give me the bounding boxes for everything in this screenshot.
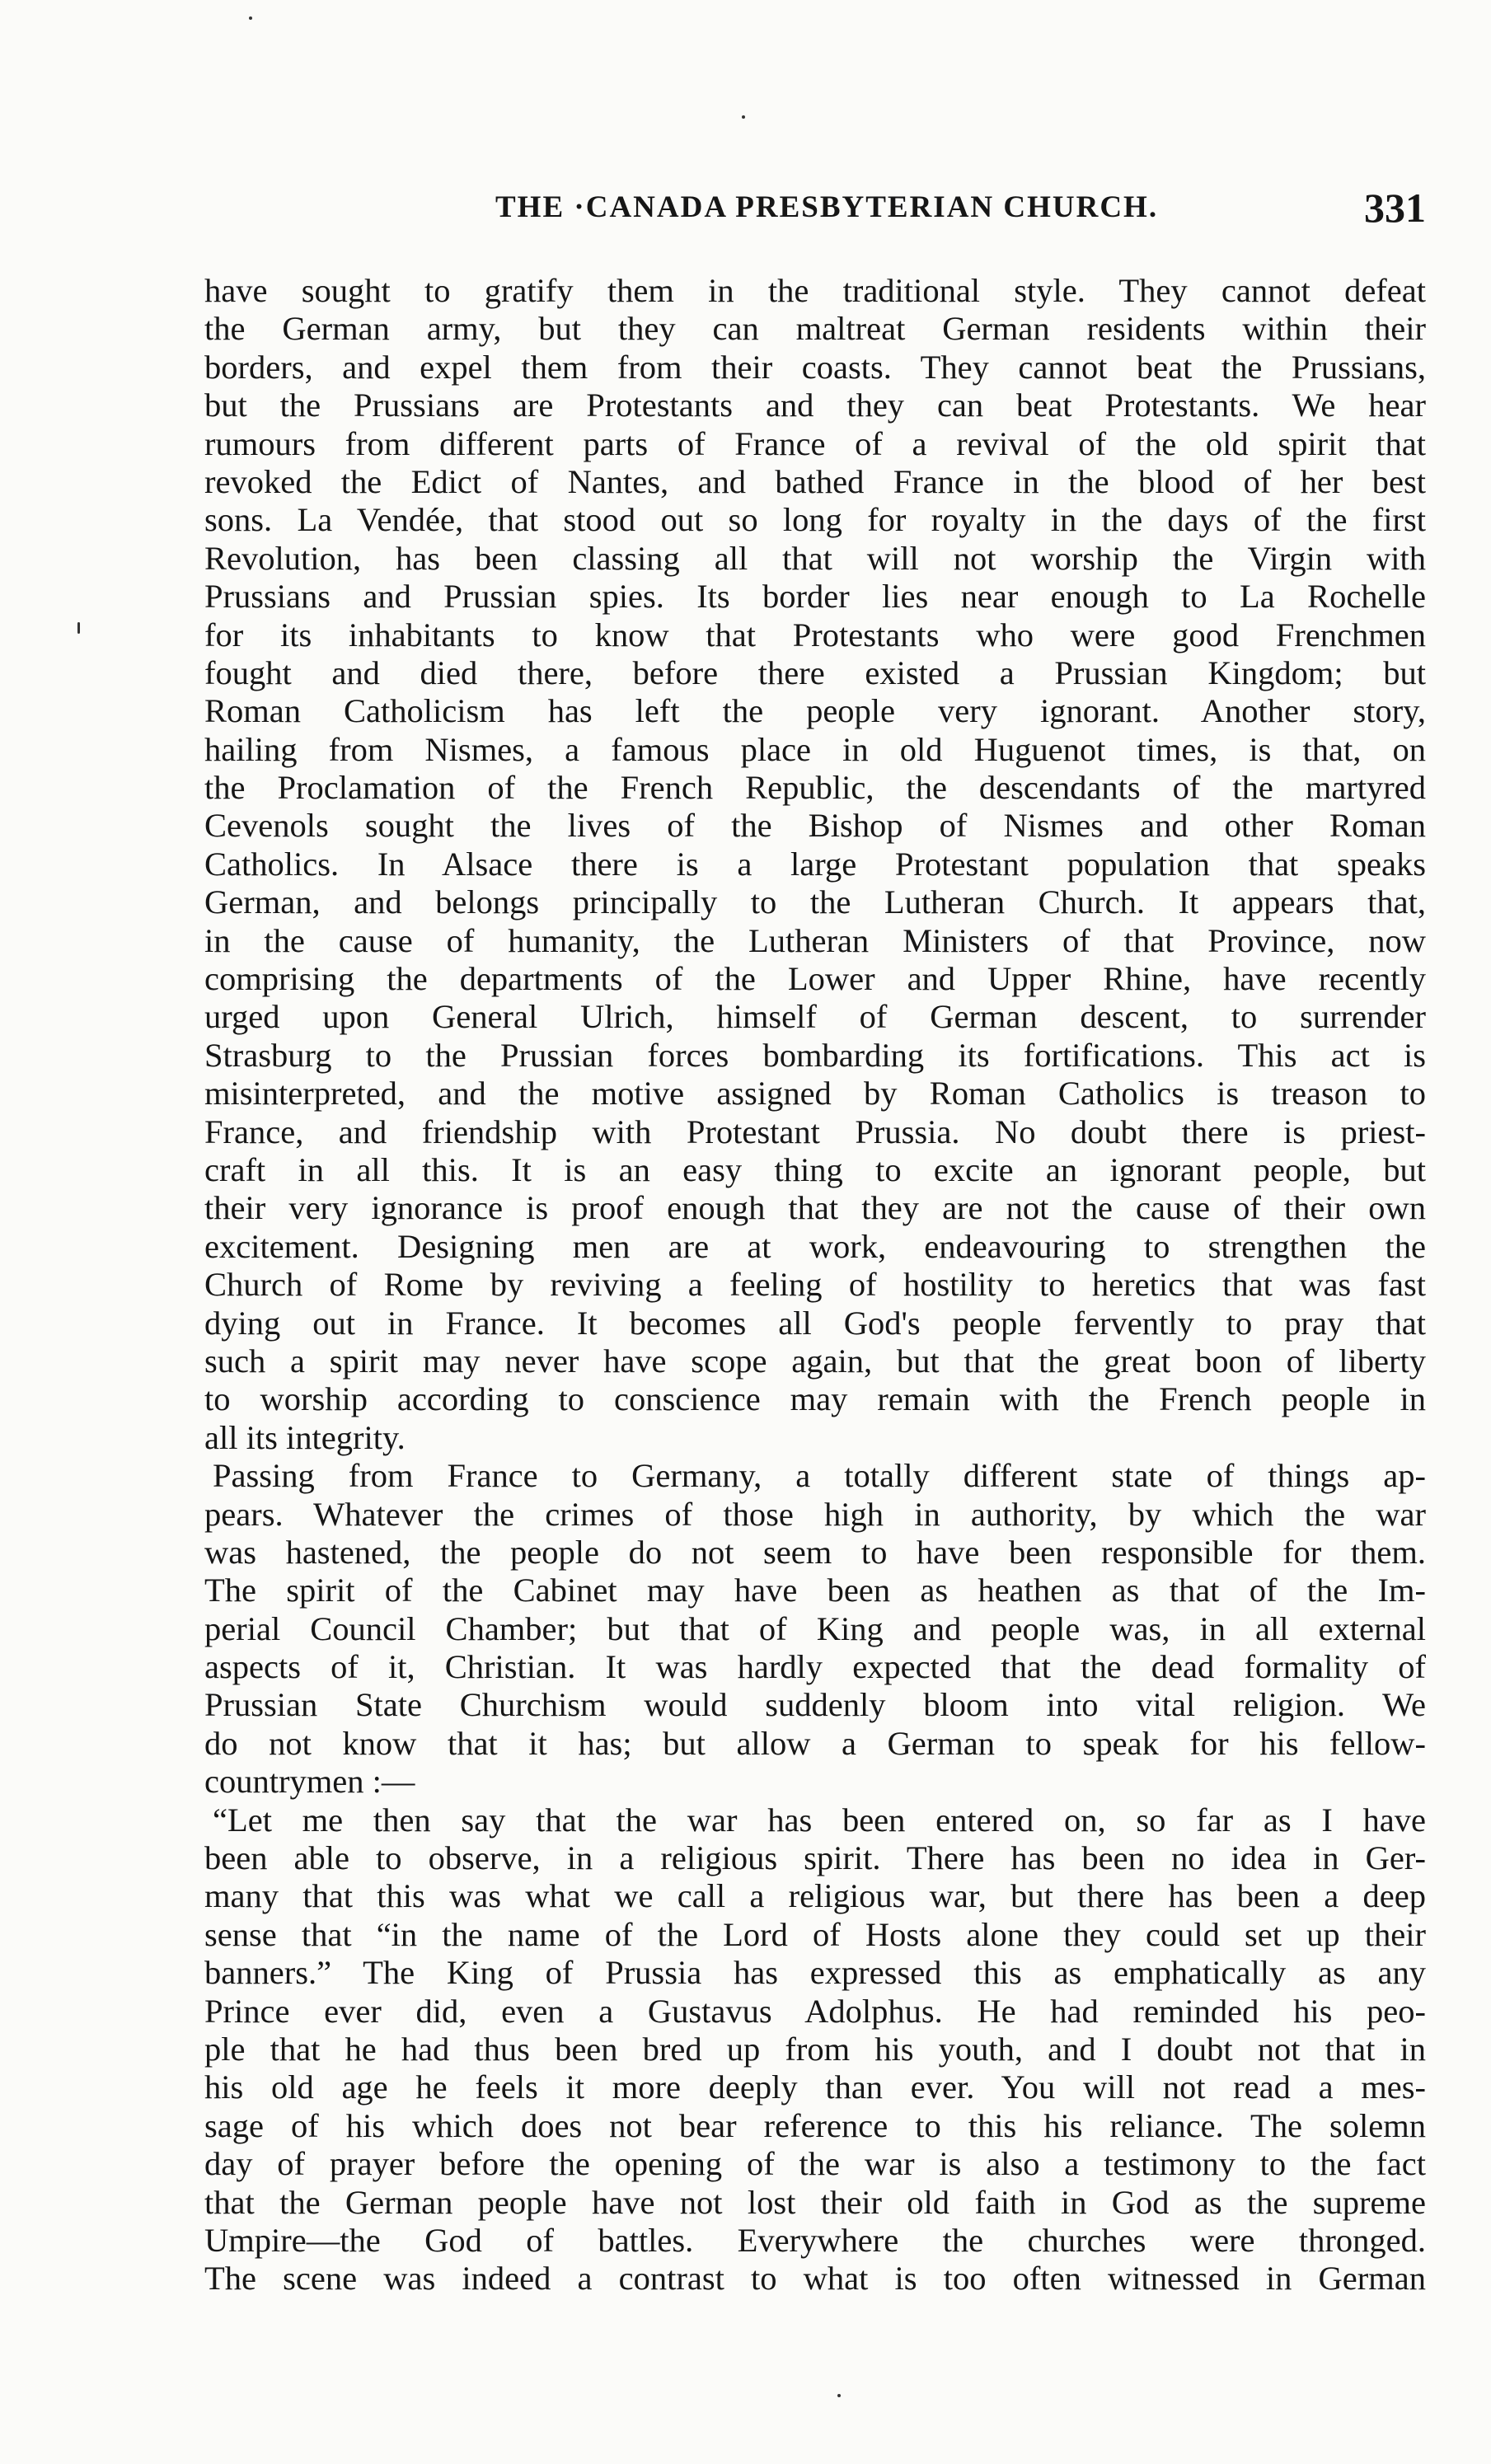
text-line: have sought to gratify them in the traditional style. They cannot defeat xyxy=(204,272,1426,309)
text-line: do not know that it has; but allow a German to speak for his fellow- xyxy=(204,1724,1426,1762)
text-line: sons. La Vendée, that stood out so long for royalty in the days of the first xyxy=(204,501,1426,539)
running-title: THE ·CANADA PRESBYTERIAN CHURCH. xyxy=(495,190,1159,224)
text-line: Umpire—the God of battles. Everywhere the churches were thronged. xyxy=(204,2221,1426,2259)
text-line: all its integrity. xyxy=(204,1418,406,1456)
text-line: Prince ever did, even a Gustavus Adolphus. He had reminded his peo- xyxy=(204,1992,1426,2030)
text-line: hailing from Nismes, a famous place in old Huguenot times, is that, on xyxy=(204,730,1426,768)
text-line: his old age he feels it more deeply than ever. You will not read a mes- xyxy=(204,2068,1426,2106)
text-line: such a spirit may never have scope again, but that the great boon of liberty xyxy=(204,1342,1426,1380)
text-line: The scene was indeed a contrast to what is too often witnessed in German xyxy=(204,2260,1426,2298)
stray-ink-mark xyxy=(77,622,80,634)
text-line: borders, and expel them from their coasts. They cannot beat the Prussians, xyxy=(204,348,1426,386)
text-line: Revolution, has been classing all that will not worship the Virgin with xyxy=(204,539,1426,577)
text-line: that the German people have not lost their old faith in God as the supreme xyxy=(204,2183,1426,2221)
text-line: Passing from France to Germany, a totally different state of things ap- xyxy=(213,1457,1426,1495)
text-line: the German army, but they can maltreat German residents within their xyxy=(204,310,1426,348)
text-line: Strasburg to the Prussian forces bombarding its fortifications. This act is xyxy=(204,1036,1426,1074)
text-line: countrymen :— xyxy=(204,1763,415,1801)
text-line: pears. Whatever the crimes of those high in authority, by which the war xyxy=(204,1495,1426,1533)
text-line: comprising the departments of the Lower and Upper Rhine, have recently xyxy=(204,960,1426,998)
text-line: France, and friendship with Protestant Prussia. No doubt there is priest- xyxy=(204,1113,1426,1150)
text-line: “Let me then say that the war has been entered on, so far as I have xyxy=(213,1801,1426,1839)
text-line: German, and belongs principally to the Lutheran Church. It appears that, xyxy=(204,883,1426,921)
text-line: their very ignorance is proof enough that they are not the cause of their own xyxy=(204,1189,1426,1227)
text-line: day of prayer before the opening of the war is also a testimony to the fact xyxy=(204,2145,1426,2183)
text-line: Prussians and Prussian spies. Its border lies near enough to La Rochelle xyxy=(204,578,1426,616)
text-line: in the cause of humanity, the Lutheran Ministers of that Province, now xyxy=(204,921,1426,959)
text-line: perial Council Chamber; but that of King and people was, in all external xyxy=(204,1609,1426,1647)
text-line: urged upon General Ulrich, himself of German descent, to surrender xyxy=(204,998,1426,1036)
text-line: the Proclamation of the French Republic, the descendants of the martyred xyxy=(204,769,1426,807)
page-header xyxy=(204,183,1426,232)
text-line: Roman Catholicism has left the people very ignorant. Another story, xyxy=(204,692,1426,730)
text-line: ple that he had thus been bred up from his youth, and I doubt not that in xyxy=(204,2030,1426,2068)
book-page xyxy=(204,0,1426,2464)
text-line: The spirit of the Cabinet may have been as heathen as that of the Im- xyxy=(204,1572,1426,1609)
text-line: fought and died there, before there existed a Prussian Kingdom; but xyxy=(204,653,1426,691)
text-line: Catholics. In Alsace there is a large Protestant population that speaks xyxy=(204,845,1426,883)
text-line: dying out in France. It becomes all God's people fervently to pray that xyxy=(204,1304,1426,1342)
text-line: Church of Rome by reviving a feeling of hostility to heretics that was fast xyxy=(204,1266,1426,1304)
body-text xyxy=(204,272,1426,2298)
text-line: rumours from different parts of France of a revival of the old spirit that xyxy=(204,424,1426,462)
page-number: 331 xyxy=(1364,185,1426,231)
text-line: for its inhabitants to know that Protestants who were good Frenchmen xyxy=(204,616,1426,653)
text-line: Cevenols sought the lives of the Bishop of Nismes and other Roman xyxy=(204,807,1426,845)
text-line: but the Prussians are Protestants and they can beat Protestants. We hear xyxy=(204,386,1426,424)
text-line: craft in all this. It is an easy thing to excite an ignorant people, but xyxy=(204,1150,1426,1188)
text-line: many that this was what we call a religious war, but there has been a deep xyxy=(204,1877,1426,1915)
text-line: was hastened, the people do not seem to have been responsible for them. xyxy=(204,1533,1426,1571)
text-line: Prussian State Churchism would suddenly bloom into vital religion. We xyxy=(204,1686,1426,1724)
text-line: to worship according to conscience may remain with the French people in xyxy=(204,1380,1426,1418)
text-line: aspects of it, Christian. It was hardly expected that the dead formality of xyxy=(204,1648,1426,1686)
text-line: misinterpreted, and the motive assigned by Roman Catholics is treason to xyxy=(204,1075,1426,1113)
text-line: banners.” The King of Prussia has expressed this as emphatically as any xyxy=(204,1954,1426,1992)
text-line: been able to observe, in a religious spirit. There has been no idea in Ger- xyxy=(204,1839,1426,1877)
text-line: excitement. Designing men are at work, endeavouring to strengthen the xyxy=(204,1227,1426,1265)
text-line: sage of his which does not bear reference to this his reliance. The solemn xyxy=(204,2106,1426,2144)
text-line: revoked the Edict of Nantes, and bathed France in the blood of her best xyxy=(204,462,1426,500)
text-line: sense that “in the name of the Lord of Hosts alone they could set up their xyxy=(204,1915,1426,1953)
